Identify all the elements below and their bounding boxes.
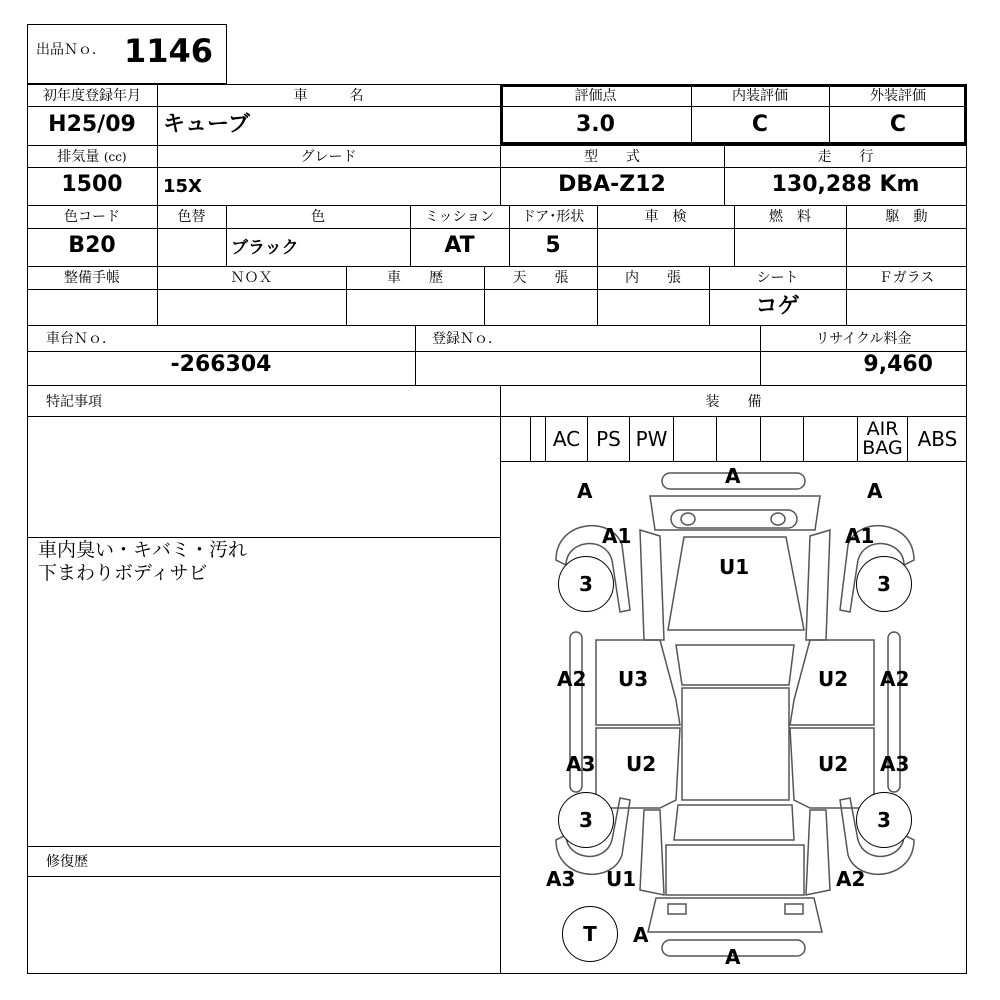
- equipment-cell: [716, 416, 760, 461]
- equipment-cell: [545, 416, 587, 461]
- seat-label: シート: [756, 270, 799, 286]
- repair-history-label: 修復歴: [46, 854, 88, 870]
- equipment-label: 装 備: [705, 394, 762, 410]
- equipment-cell: [803, 416, 857, 461]
- note-line-1: 車内臭い・キバミ・汚れ: [38, 539, 248, 561]
- registration-label: 登録Ｎｏ．: [432, 331, 502, 347]
- lot-label: 出品Ｎｏ．: [36, 42, 106, 58]
- equipment-item-label: BAG: [862, 436, 903, 459]
- mission-value: AT: [444, 233, 475, 258]
- mileage-value: 130,288 Km: [771, 172, 920, 197]
- first-reg-value: H25/09: [48, 112, 136, 137]
- lot-number: 1146: [124, 32, 214, 70]
- displacement-label: 排気量 (cc): [57, 149, 127, 165]
- damage-rear-left-a3: A3: [546, 867, 576, 891]
- tailgate-shape: [666, 845, 804, 895]
- interior-trim-label: 内 張: [625, 270, 681, 286]
- displacement-value: 1500: [61, 172, 123, 197]
- color-change-label: 色替: [177, 209, 206, 225]
- equipment-cell: [857, 416, 907, 461]
- equipment-cell: [760, 416, 803, 461]
- tire-rear-left: 3: [558, 792, 614, 848]
- interior-label: 内装評価: [732, 88, 788, 104]
- damage-rear-right-a2: A2: [836, 867, 866, 891]
- notes-label: 特記事項: [46, 394, 102, 410]
- model-label: 型 式: [584, 149, 640, 165]
- exterior-value: C: [889, 112, 907, 137]
- tire-front-left: 3: [558, 556, 614, 612]
- car-name-value: キューブ: [163, 112, 250, 137]
- note-line-2: 下まわりボディサビ: [38, 562, 208, 584]
- damage-right-a3: A3: [880, 752, 910, 776]
- color-code-value: B20: [68, 233, 116, 258]
- equipment-item-label: PS: [596, 426, 621, 451]
- damage-hood: U1: [719, 555, 750, 579]
- nox-label: ＮＯＸ: [230, 270, 273, 286]
- damage-left-u2: U2: [626, 752, 657, 776]
- car-diagram: [501, 462, 966, 973]
- damage-front-right: A: [867, 479, 883, 503]
- fuel-label: 燃 料: [769, 209, 811, 225]
- grade-value: 15X: [163, 176, 202, 197]
- exterior-label: 外装評価: [870, 88, 926, 104]
- right-rear-fender-shape: [806, 810, 830, 895]
- spare-tire: T: [562, 906, 618, 962]
- door-value: 5: [545, 233, 561, 258]
- first-reg-label: 初年度登録年月: [43, 88, 141, 104]
- history-label: 車 歴: [387, 270, 443, 286]
- row1-bottom: [27, 145, 967, 146]
- hood-shape: [668, 537, 804, 630]
- tire-front-right: 3: [856, 556, 912, 612]
- windshield-shape: [676, 645, 794, 685]
- damage-front-left: A: [577, 479, 593, 503]
- car-name-label: 車 名: [293, 88, 364, 104]
- inspection-label: 車 検: [644, 209, 687, 225]
- damage-right-a2: A2: [880, 667, 910, 691]
- left-fender-shape: [640, 530, 664, 640]
- tire-rear-right: 3: [856, 792, 912, 848]
- damage-left-a2: A2: [557, 667, 587, 691]
- equipment-cell: [587, 416, 629, 461]
- damage-front-bumper: A: [725, 464, 741, 488]
- damage-rear-bumper: A: [725, 945, 741, 969]
- color-label: 色: [311, 209, 325, 225]
- drive-label: 駆 動: [885, 209, 928, 225]
- color-value: ブラック: [231, 238, 299, 258]
- maintenance-label: 整備手帳: [64, 270, 120, 286]
- left-rear-fender-shape: [640, 810, 664, 895]
- rear-window-shape: [674, 805, 794, 840]
- rear-panel-shape: [648, 898, 822, 932]
- damage-right-u2-bottom: U2: [818, 752, 849, 776]
- equipment-item-label: AC: [552, 426, 581, 451]
- fglass-label: Ｆガラス: [878, 270, 935, 286]
- color-code-label: 色コード: [64, 209, 120, 225]
- damage-left-u3: U3: [618, 667, 649, 691]
- score-label: 評価点: [574, 88, 617, 104]
- recycle-label: リサイクル料金: [815, 331, 912, 347]
- equipment-cell: [673, 416, 716, 461]
- seat-value: コゲ: [755, 294, 800, 319]
- roof-shape: [682, 688, 789, 800]
- door-label: ドア･形状: [521, 209, 585, 225]
- right-fender-shape: [806, 530, 830, 640]
- recycle-value: 9,460: [863, 352, 933, 377]
- equipment-item-label: PW: [635, 426, 668, 451]
- equipment-cell: [629, 416, 673, 461]
- interior-value: C: [751, 112, 769, 137]
- mileage-label: 走 行: [817, 149, 874, 165]
- damage-rear-left-u1: U1: [606, 867, 637, 891]
- equipment-cell: [530, 416, 545, 461]
- grade-label: グレード: [300, 149, 357, 165]
- damage-front-door-left: A1: [602, 524, 632, 548]
- mission-label: ミッション: [424, 209, 495, 225]
- damage-rear-a-left: A: [633, 923, 649, 947]
- equipment-item-label: ABS: [917, 426, 958, 451]
- damage-right-u2-top: U2: [818, 667, 849, 691]
- roof-label: 天 張: [512, 270, 569, 286]
- equipment-cell: [907, 416, 967, 461]
- model-value: DBA-Z12: [558, 172, 666, 197]
- equipment-item-label: AIR: [866, 417, 899, 440]
- score-value: 3.0: [576, 112, 615, 137]
- damage-left-a3: A3: [566, 752, 596, 776]
- chassis-label: 車台Ｎｏ．: [46, 331, 116, 347]
- damage-front-door-right: A1: [845, 524, 875, 548]
- chassis-value: -266304: [170, 352, 272, 377]
